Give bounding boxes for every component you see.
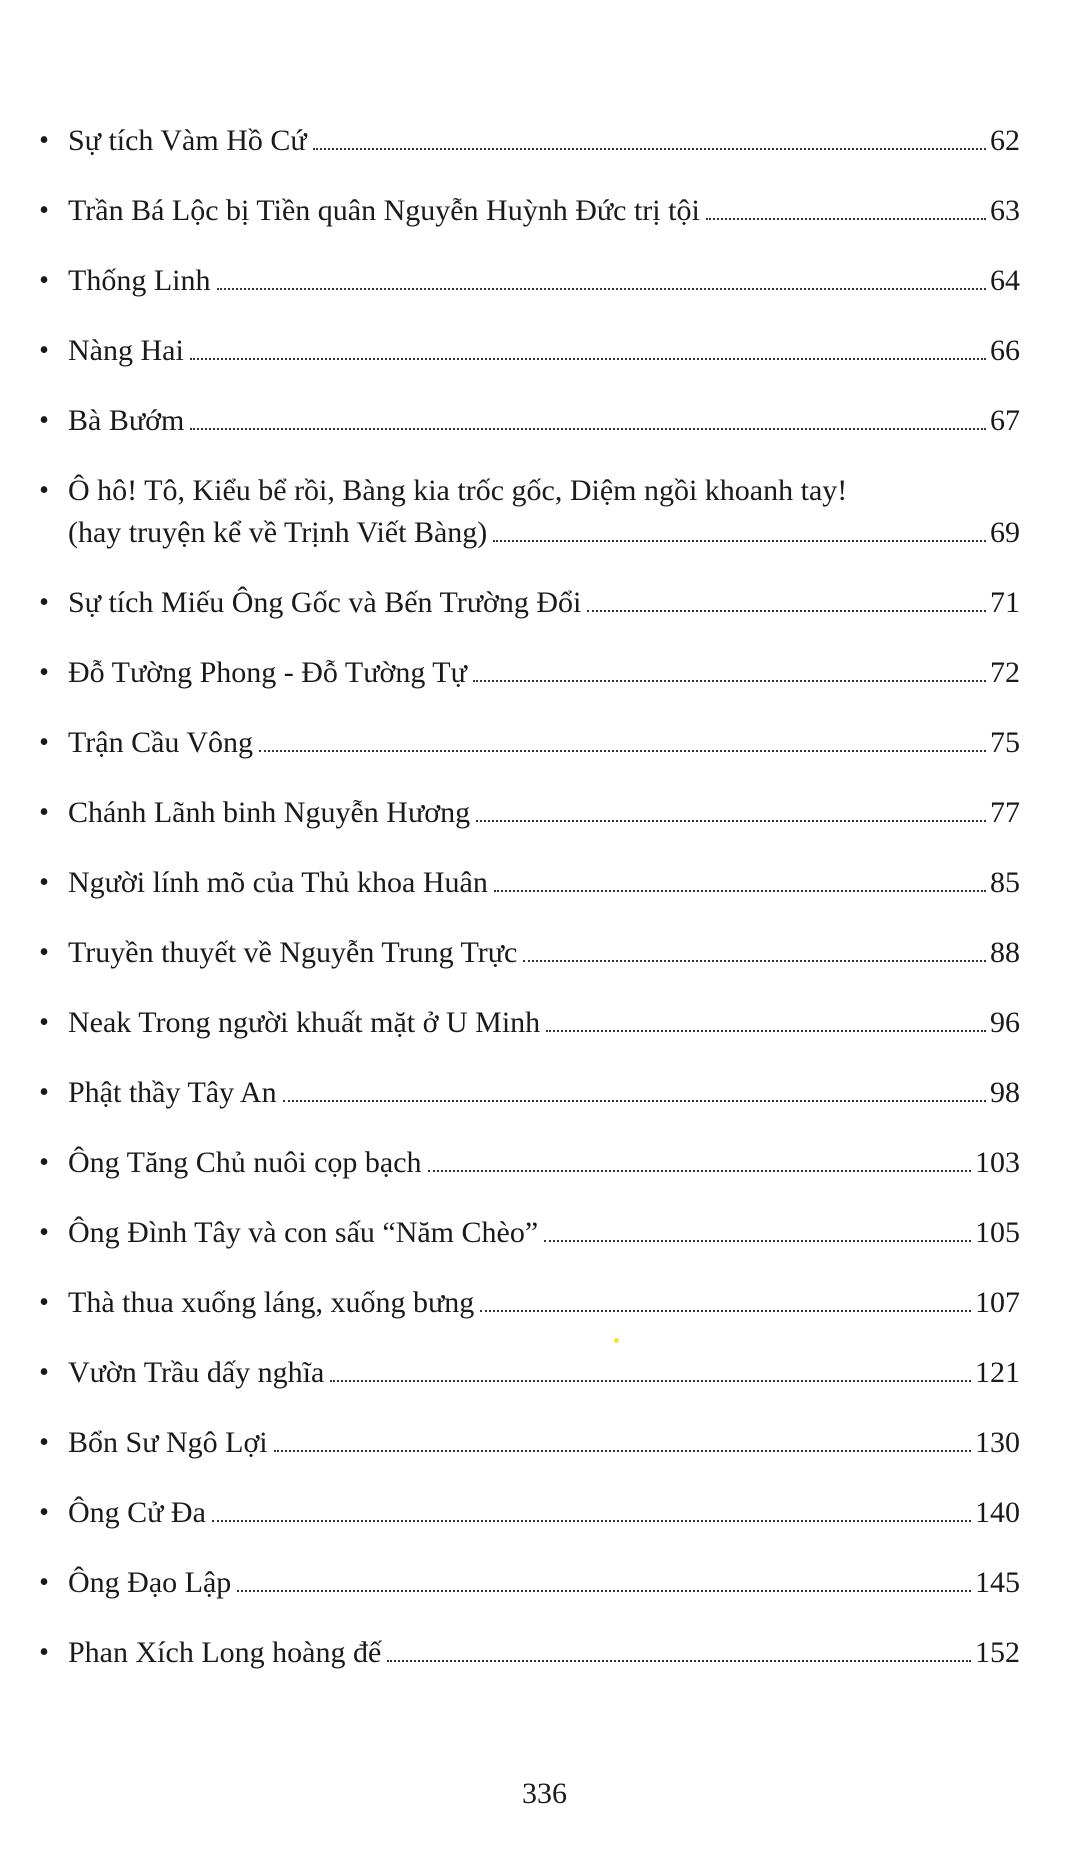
dot-leader: [313, 148, 986, 150]
toc-entry-page: 103: [975, 1146, 1020, 1179]
bullet-icon: •: [39, 1007, 49, 1038]
toc-entry-title: Neak Trong người khuất mặt ở U Minh: [68, 1006, 541, 1039]
toc-entry-title: Truyền thuyết về Nguyễn Trung Trực: [68, 936, 518, 969]
toc-entry-page: 72: [990, 656, 1020, 689]
toc-entry: [30, 402, 1020, 440]
bullet-icon: •: [39, 587, 49, 618]
dot-leader: [330, 1380, 971, 1382]
dot-leader: [476, 820, 986, 822]
toc-entry-title: Sự tích Vàm Hồ Cứ: [68, 124, 307, 157]
bullet-icon: •: [39, 937, 49, 968]
toc-entry: [30, 584, 1020, 622]
dot-leader: [190, 428, 986, 430]
toc-entry-title: Ông Đạo Lập: [68, 1566, 232, 1599]
dot-leader: [587, 610, 986, 612]
bullet-icon: •: [39, 1357, 49, 1388]
toc-entry: [30, 1564, 1020, 1602]
toc-entry: [30, 724, 1020, 762]
toc-entry: [30, 1214, 1020, 1252]
toc-entry: [30, 1144, 1020, 1182]
toc-entry-page: 71: [990, 586, 1020, 619]
dot-leader: [428, 1170, 971, 1172]
toc-entry-title: Phật thầy Tây An: [68, 1076, 277, 1109]
toc-entry-page: 88: [990, 936, 1020, 969]
dot-leader: [217, 288, 987, 290]
dot-leader: [212, 1520, 971, 1522]
toc-entry-title: Ông Cử Đa: [68, 1496, 206, 1529]
toc-entry: [30, 192, 1020, 230]
toc-entry: [30, 1634, 1020, 1672]
bullet-icon: •: [39, 1427, 49, 1458]
bullet-icon: •: [39, 265, 49, 296]
toc-entry: [30, 654, 1020, 692]
toc-entry-title: Đỗ Tường Phong - Đỗ Tường Tự: [68, 656, 467, 689]
toc-entry-page: 96: [990, 1006, 1020, 1039]
toc-entry-page: 63: [990, 194, 1020, 227]
toc-entry-page: 62: [990, 124, 1020, 157]
toc-entry-title: Bà Bướm: [68, 404, 185, 437]
print-speck: [614, 1338, 619, 1343]
toc-entry: [30, 1074, 1020, 1112]
bullet-icon: •: [39, 867, 49, 898]
toc-entry: [30, 864, 1020, 902]
dot-leader: [283, 1100, 986, 1102]
toc-entry-title-line1: Ô hô! Tô, Kiểu bể rồi, Bàng kia trốc gốc, Diệm ngồi khoanh tay!: [68, 474, 848, 507]
toc-entry: [30, 122, 1020, 160]
dot-leader: [190, 358, 986, 360]
toc-entry-page: 69: [990, 516, 1020, 549]
toc-entry-title: Sự tích Miếu Ông Gốc và Bến Trường Đổi: [68, 586, 582, 619]
dot-leader: [473, 680, 986, 682]
toc-entry-page: 64: [990, 264, 1020, 297]
toc-entry-page: 85: [990, 866, 1020, 899]
toc-entry-title: Thống Linh: [68, 264, 211, 297]
toc-entry-page: 107: [975, 1286, 1020, 1319]
bullet-icon: •: [39, 657, 49, 688]
toc-entry-title: Ông Tăng Chủ nuôi cọp bạch: [68, 1146, 422, 1179]
toc-entry-page: 75: [990, 726, 1020, 759]
page-number: 336: [522, 1777, 567, 1810]
toc-entry-page: 77: [990, 796, 1020, 829]
dot-leader: [259, 750, 986, 752]
toc-entry: [30, 794, 1020, 832]
toc-entry-page: 105: [975, 1216, 1020, 1249]
dot-leader: [523, 960, 986, 962]
toc-entry: [30, 472, 1020, 552]
table-of-contents: [30, 122, 1020, 1704]
dot-leader: [237, 1590, 971, 1592]
toc-entry-title: Bổn Sư Ngô Lợi: [68, 1426, 268, 1459]
toc-entry: [30, 332, 1020, 370]
toc-entry: [30, 1004, 1020, 1042]
bullet-icon: •: [39, 1147, 49, 1178]
dot-leader: [274, 1450, 971, 1452]
bullet-icon: •: [39, 1077, 49, 1108]
toc-entry-page: 98: [990, 1076, 1020, 1109]
toc-entry-title: (hay truyện kể về Trịnh Viết Bàng): [68, 516, 488, 549]
toc-entry: [30, 1424, 1020, 1462]
dot-leader: [494, 890, 986, 892]
bullet-icon: •: [39, 1637, 49, 1668]
bullet-icon: •: [39, 1217, 49, 1248]
bullet-icon: •: [39, 125, 49, 156]
toc-entry-title: Ông Đình Tây và con sấu “Năm Chèo”: [68, 1216, 539, 1249]
toc-entry-page: 130: [975, 1426, 1020, 1459]
toc-entry-page: 121: [975, 1356, 1020, 1389]
toc-entry-title: Nàng Hai: [68, 334, 184, 367]
bullet-icon: •: [39, 335, 49, 366]
toc-entry-title: Phan Xích Long hoàng đế: [68, 1636, 382, 1669]
toc-entry: [30, 1354, 1020, 1392]
toc-entry-title: Thà thua xuống láng, xuống bưng: [68, 1286, 475, 1319]
bullet-icon: •: [39, 727, 49, 758]
dot-leader: [544, 1240, 971, 1242]
toc-entry-title: Chánh Lãnh binh Nguyễn Hương: [68, 796, 471, 829]
toc-entry-page: 152: [975, 1636, 1020, 1669]
toc-entry: [30, 934, 1020, 972]
toc-entry: [30, 1494, 1020, 1532]
dot-leader: [387, 1660, 971, 1662]
dot-leader: [546, 1030, 986, 1032]
dot-leader: [493, 540, 986, 542]
toc-entry-title: Người lính mõ của Thủ khoa Huân: [68, 866, 488, 899]
bullet-icon: •: [39, 1497, 49, 1528]
bullet-icon: •: [39, 1287, 49, 1318]
bullet-icon: •: [39, 797, 49, 828]
bullet-icon: •: [39, 475, 49, 506]
dot-leader: [706, 218, 986, 220]
toc-entry: [30, 262, 1020, 300]
bullet-icon: •: [39, 1567, 49, 1598]
toc-entry-page: 67: [990, 404, 1020, 437]
toc-entry-page: 66: [990, 334, 1020, 367]
toc-entry-page: 145: [975, 1566, 1020, 1599]
toc-entry-title: Trần Bá Lộc bị Tiền quân Nguyễn Huỳnh Đức trị tội: [68, 194, 700, 227]
toc-entry-title: Trận Cầu Vông: [68, 726, 254, 759]
toc-entry: [30, 1284, 1020, 1322]
bullet-icon: •: [39, 195, 49, 226]
toc-entry-title: Vườn Trầu dấy nghĩa: [68, 1356, 325, 1389]
bullet-icon: •: [39, 405, 49, 436]
toc-entry-page: 140: [975, 1496, 1020, 1529]
dot-leader: [480, 1310, 971, 1312]
